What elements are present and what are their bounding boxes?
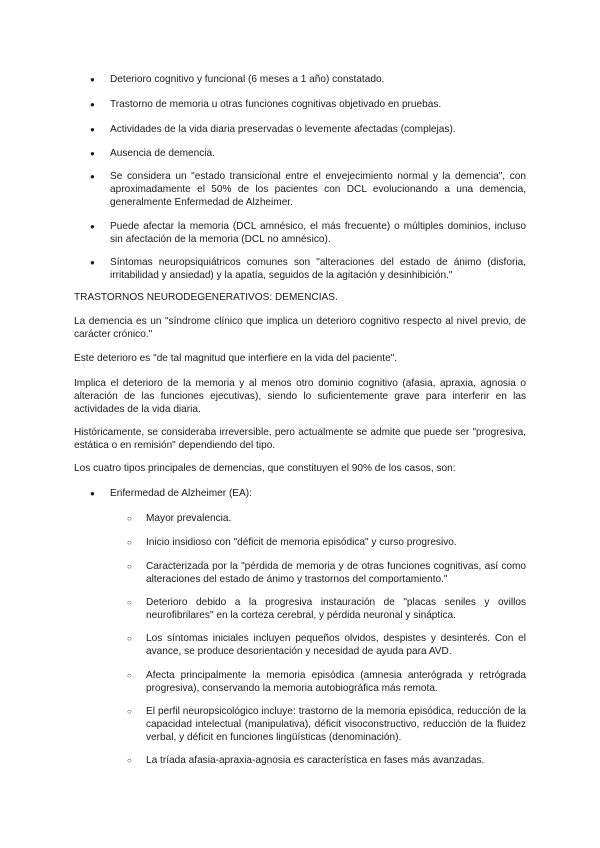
paragraph: Históricamente, se consideraba irreversible, pero actualmente se admite que puede ser "progresiva, estática o en remisión" dependiendo del tipo. [74, 427, 526, 451]
list-item: Síntomas neuropsiquiátricos comunes son "alteraciones del estado de ánimo (disforia, irritabilidad y ansiedad) y la apatía, seguidos de la agitación y desinhibición." [110, 257, 526, 281]
sub-list-item: Deterioro debido a la progresiva instauración de "placas seniles y ovillos neurofibrilares" en la corteza cerebral, y pérdida neuronal y sináptica. [146, 597, 526, 621]
sub-list-item: La tríada afasia-apraxia-agnosia es característica en fases más avanzadas. [146, 755, 485, 766]
sub-list-item: Caracterizada por la "pérdida de memoria y de otras funciones cognitivas, así como alteraciones del estado de ánimo y trastornos del comportamiento." [146, 561, 526, 585]
bullet-dot-icon: ● [90, 222, 95, 231]
paragraph: Los cuatro tipos principales de demencias, que constituyen el 90% de los casos, son: [74, 463, 456, 474]
bullet-circle-icon: ○ [127, 671, 132, 680]
sub-list-item: Los síntomas iniciales incluyen pequeños olvidos, despistes y desinterés. Con el avance, se produce desorientación y necesidad de ayuda para AVD. [146, 633, 526, 657]
list-item: Se considera un "estado transicional entre el envejecimiento normal y la demencia", con aproximadamente el 50% de los pacientes con DCL evolucionando a una demencia, generalmente Enfermedad de Alzheimer. [110, 171, 526, 208]
bullet-dot-icon: ● [90, 75, 95, 84]
sub-list-item: Inicio insidioso con "déficit de memoria episódica" y curso progresivo. [146, 537, 457, 548]
bullet-circle-icon: ○ [127, 756, 132, 765]
section-heading: TRASTORNOS NEURODEGENERATIVOS: DEMENCIAS. [74, 292, 338, 303]
paragraph: La demencia es un "síndrome clínico que implica un deterioro cognitivo respecto al nivel previo, de carácter crónico." [74, 316, 526, 340]
list-item: Ausencia de demencia. [110, 148, 215, 159]
bullet-circle-icon: ○ [127, 598, 132, 607]
bullet-dot-icon: ● [90, 258, 95, 267]
bullet-dot-icon: ● [90, 125, 95, 134]
list-item: Trastorno de memoria u otras funciones cognitivas objetivado en pruebas. [110, 99, 442, 110]
sub-list-item: El perfil neuropsicológico incluye: trastorno de la memoria episódica, reducción de la capacidad intelectual (manipulativa), déficit visoconstructivo, reducción de la fluidez verbal, y déficit en funciones lingüísticas (denominación). [146, 706, 526, 743]
sub-list-item: Mayor prevalencia. [146, 513, 232, 524]
bullet-dot-icon: ● [90, 149, 95, 158]
list-item: Puede afectar la memoria (DCL amnésico, el más frecuente) o múltiples dominios, incluso sin afectación de la memoria (DCL no amnésico). [110, 221, 526, 245]
list-item: Deterioro cognitivo y funcional (6 meses a 1 año) constatado. [110, 74, 385, 85]
list-item: Actividades de la vida diaria preservadas o levemente afectadas (complejas). [110, 124, 456, 135]
sub-list-item: Afecta principalmente la memoria episódica (amnesia anterógrada y retrógrada progresiva), conservando la memoria autobiográfica más remota. [146, 670, 526, 694]
bullet-circle-icon: ○ [127, 634, 132, 643]
bullet-dot-icon: ● [90, 100, 95, 109]
bullet-dot-icon: ● [90, 172, 95, 181]
paragraph: Este deterioro es "de tal magnitud que interfiere en la vida del paciente". [74, 353, 398, 364]
bullet-circle-icon: ○ [127, 514, 132, 523]
paragraph: Implica el deterioro de la memoria y al menos otro dominio cognitivo (afasia, apraxia, agnosia o alteración de las funciones ejecutivas), siendo lo suficientemente grave para interferir en las actividades de la vida diaria. [74, 378, 526, 415]
list-item: Enfermedad de Alzheimer (EA): [110, 488, 252, 499]
bullet-circle-icon: ○ [127, 538, 132, 547]
bullet-circle-icon: ○ [127, 562, 132, 571]
bullet-dot-icon: ● [90, 489, 95, 498]
bullet-circle-icon: ○ [127, 707, 132, 716]
